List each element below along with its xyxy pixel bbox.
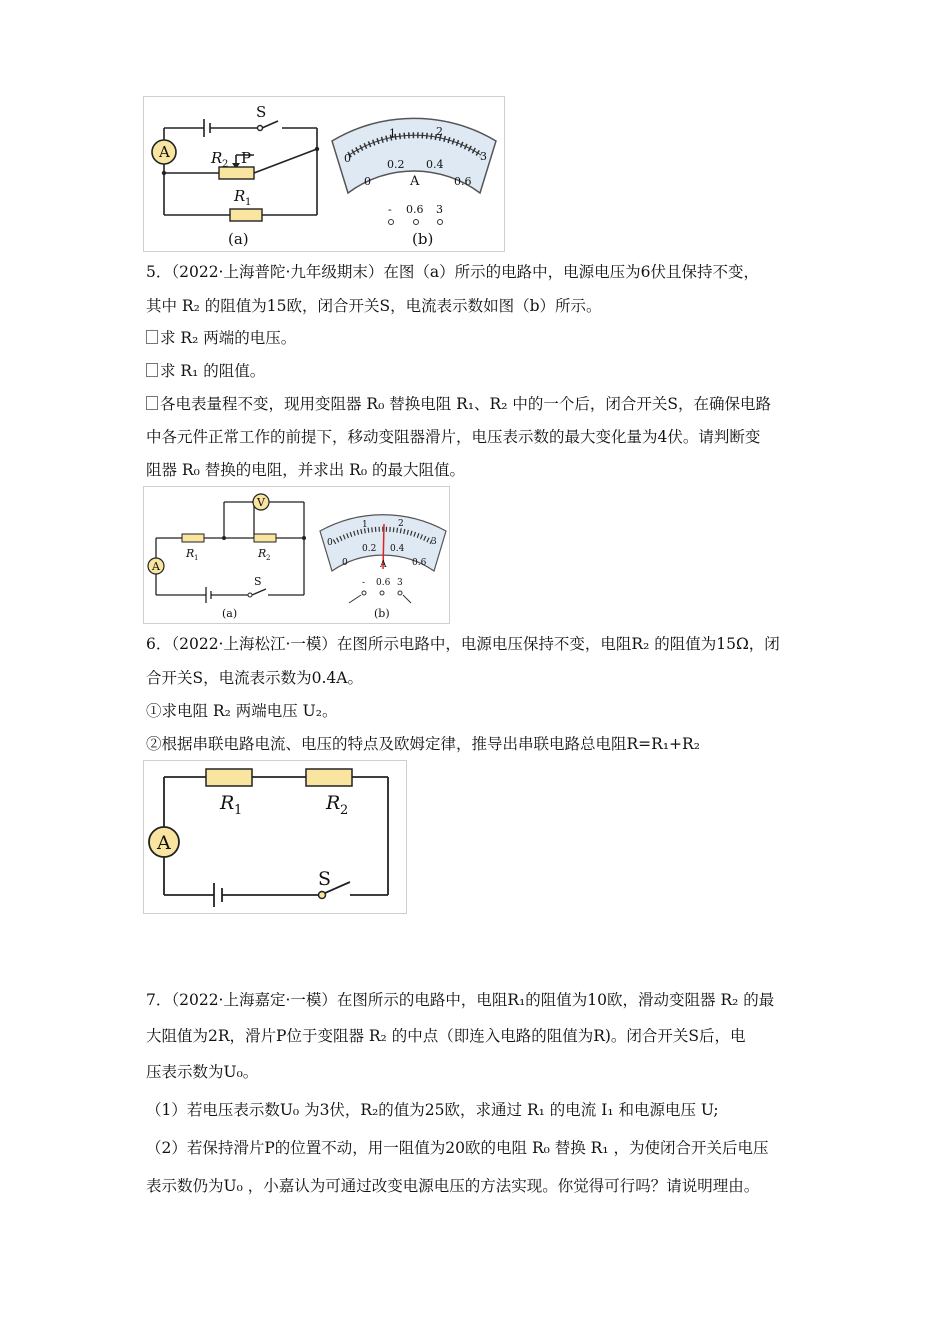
fig1-tick-bottom-2: 0.4 <box>426 158 444 171</box>
fig2-tick-bottom-0: 0 <box>342 558 348 568</box>
q5-sub-1: 求 R₂ 两端的电压。 <box>160 329 297 347</box>
q5-line-7: 阻器 R₀ 替换的电阻，并求出 R₀ 的最大阻值。 <box>146 461 465 479</box>
fig1-term-3: 3 <box>436 203 443 216</box>
fig1-r2-sub: 2 <box>222 159 229 170</box>
fig2-tick-bottom-2: 0.4 <box>390 544 405 554</box>
missing-glyph-box <box>146 396 158 410</box>
q5-line-1: 5．（2022·上海普陀·九年级期末）在图（a）所示的电路中，电源电压为6伏且保持不变， <box>146 263 760 281</box>
q5-sub-2: 求 R₁ 的阻值。 <box>160 362 266 380</box>
q5-line-3 <box>146 328 296 348</box>
fig1-tick-top-1: 1 <box>389 127 396 140</box>
q7-line-6: 表示数仍为U₀ ，小嘉认为可通过改变电源电压的方法实现。你觉得可行吗？请说明理由。 <box>146 1177 760 1195</box>
q6-line-4: ②根据串联电路电流、电压的特点及欧姆定律，推导出串联电路总电阻R=R₁+R₂ <box>146 735 700 753</box>
figure-q5-circuit-and-ammeter <box>143 486 450 624</box>
fig2-term-06: 0.6 <box>376 578 391 588</box>
fig2-tick-bottom-3: 0.6 <box>412 558 427 568</box>
fig2-term-neg: - <box>362 578 366 588</box>
fig1-tick-bottom-3: 0.6 <box>454 175 472 188</box>
fig3-r1-sub: 1 <box>234 803 243 818</box>
fig1-switch-label: S <box>256 103 267 121</box>
missing-glyph-box <box>146 330 158 344</box>
fig1-tick-top-0: 0 <box>344 152 351 165</box>
fig1-ammeter-dial <box>332 118 496 224</box>
fig1-caption-b: (b) <box>412 230 434 248</box>
fig2-tick-top-0: 0 <box>327 538 333 548</box>
q7-line-2: 大阻值为2R，滑片P位于变阻器 R₂ 的中点（即连入电路的阻值为R)。闭合开关S后，电 <box>146 1027 746 1045</box>
q6-line-1: 6．（2022·上海松江·一模）在图所示电路中，电源电压保持不变，电阻R₂ 的阻值为15Ω，闭 <box>146 635 780 653</box>
fig1-ammeter-label: A <box>159 143 170 161</box>
fig1-unit: A <box>410 174 420 189</box>
q5-line-6: 中各元件正常工作的前提下，移动变阻器滑片，电压表示数的最大变化量为4伏。请判断变 <box>146 428 761 446</box>
fig2-tick-top-2: 2 <box>398 519 404 529</box>
fig1-tick-top-3: 3 <box>480 150 487 163</box>
fig2-r1-label: R <box>186 547 195 560</box>
q7-line-1: 7．（2022·上海嘉定·一模）在图所示的电路中，电阻R₁的阻值为10欧，滑动变阻器 R₂ 的最 <box>146 991 775 1009</box>
fig2-r1-sub: 1 <box>194 554 199 562</box>
fig2-caption-a: (a) <box>222 607 238 620</box>
fig1-tick-top-2: 2 <box>436 125 443 138</box>
fig2-ammeter-dial <box>320 515 446 603</box>
fig2-tick-top-3: 3 <box>431 537 437 547</box>
figure-q6-series-circuit <box>143 760 407 914</box>
fig2-caption-b: (b) <box>374 607 390 620</box>
fig2-voltmeter-label: V <box>257 496 265 509</box>
q5-line-2: 其中 R₂ 的阻值为15欧，闭合开关S，电流表示数如图（b）所示。 <box>146 297 602 315</box>
fig2-r2-sub: 2 <box>266 554 271 562</box>
fig2-switch-label: S <box>254 575 262 588</box>
fig1-r2-label: R <box>211 149 223 167</box>
fig1-caption-a: (a) <box>228 230 249 248</box>
fig3-r1-label: R <box>220 792 235 814</box>
fig2-tick-top-1: 1 <box>362 520 368 530</box>
fig2-tick-bottom-1: 0.2 <box>362 544 377 554</box>
figure-q4-circuit-and-ammeter <box>143 96 505 252</box>
fig3-r2-sub: 2 <box>340 803 349 818</box>
fig2-term-3: 3 <box>397 578 403 588</box>
fig2-unit: A <box>380 560 387 570</box>
q6-line-3: ①求电阻 R₂ 两端电压 U₂。 <box>146 702 338 720</box>
fig1-term-neg: - <box>388 203 392 216</box>
fig3-ammeter-label: A <box>157 832 171 854</box>
q5-line-4 <box>146 361 265 381</box>
missing-glyph-box <box>146 363 158 377</box>
fig3-r2-label: R <box>326 792 341 814</box>
q5-sub-3: 各电表量程不变，现用变阻器 R₀ 替换电阻 R₁、R₂ 中的一个后，闭合开关S，在确保电路 <box>160 395 771 413</box>
q5-line-5 <box>146 394 771 414</box>
fig1-term-06: 0.6 <box>406 203 424 216</box>
fig2-r2-label: R <box>258 547 267 560</box>
fig1-tick-bottom-1: 0.2 <box>387 158 405 171</box>
fig1-r1-sub: 1 <box>245 197 252 208</box>
fig1-tick-bottom-0: 0 <box>364 175 371 188</box>
fig3-switch-label: S <box>318 868 332 890</box>
q7-line-3: 压表示数为U₀。 <box>146 1063 259 1081</box>
fig1-slider-label: P <box>241 149 252 167</box>
q6-line-2: 合开关S，电流表示数为0.4A。 <box>146 669 363 687</box>
q7-line-5: （2）若保持滑片P的位置不动，用一阻值为20欧的电阻 R₀ 替换 R₁ ，为使闭合开关后电压 <box>146 1139 769 1157</box>
fig1-r1-label: R <box>234 187 246 205</box>
q7-line-4: （1）若电压表示数U₀ 为3伏，R₂的值为25欧，求通过 R₁ 的电流 I₁ 和电源电压 U; <box>146 1101 719 1119</box>
fig2-ammeter-label: A <box>152 560 160 573</box>
